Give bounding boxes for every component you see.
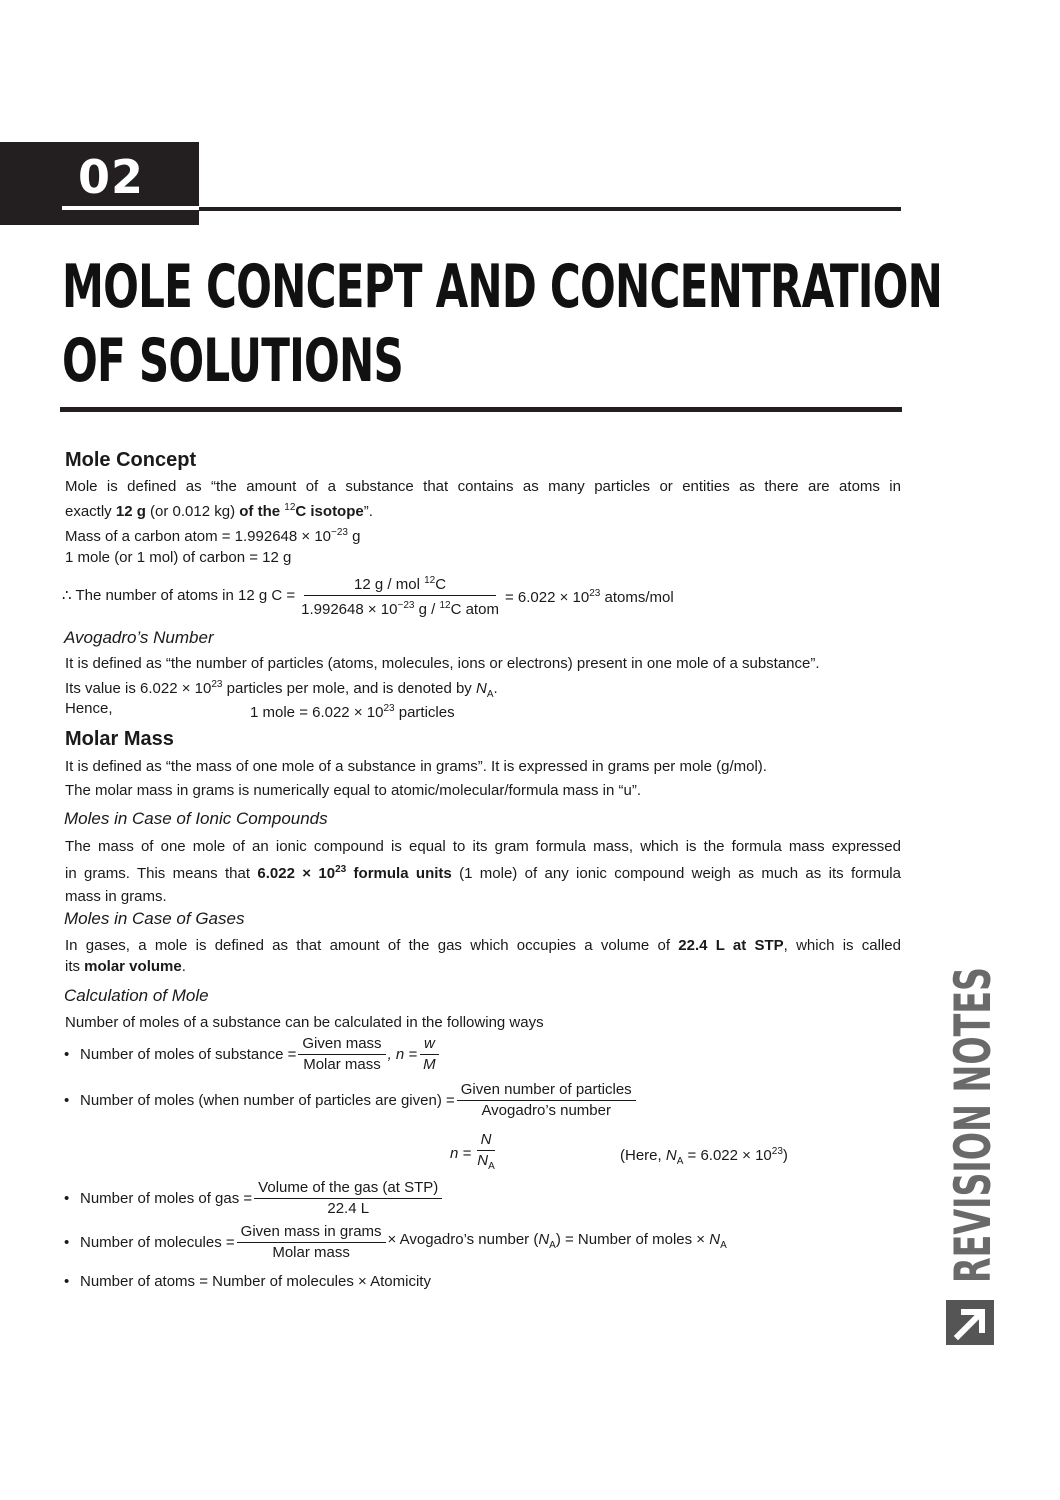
- atoms-fraction: $\frac{12 g / mol ^{12}C}{1.992648 \times 10^{-23} g / ^{12}C atom}$: [297, 571, 503, 620]
- mole-definition: [65, 476, 901, 522]
- molar-mass-line-2: The molar mass in grams is numerically equal to atomic/molecular/formula mass in “u”.: [65, 782, 642, 799]
- avogadro-line-1: It is defined as “the number of particles (atoms, molecules, ions or electrons) present in one mole of a substance”.: [65, 655, 820, 672]
- ionic-line-2: in grams. This means that $6.022 \times 10^{23}$ formula units (1 mole) of any ionic compound weigh as much as its formula: [65, 864, 901, 882]
- heading-ionic-compounds: Moles in Case of Ionic Compounds: [64, 809, 328, 828]
- heading-molar-mass: Molar Mass: [65, 728, 174, 750]
- gases-line-1: In gases, a mole is defined as that amount of the gas which occupies a volume of 22.4 L at STP, which is called: [65, 937, 901, 954]
- calculation-intro: Number of moles of a substance can be calculated in the following ways: [65, 1014, 544, 1031]
- mole-definition-line-1: Mole is defined as “the amount of a substance that contains as many particles or entities as there are atoms in: [65, 478, 901, 495]
- bullet-moles-particles: • Number of moles (when number of particles are given) = $\frac{\text{Given number of particles}}{\text{Avogadro’s number}}$: [64, 1080, 638, 1121]
- chapter-title-line-2: OF SOLUTIONS: [62, 326, 404, 396]
- mole-definition-line-2: exactly 12 g (or 0.012 kg) of the $^{12}$C isotope”.: [65, 502, 373, 520]
- bullet-number-of-molecules: • Number of molecules = $\frac{\text{Given mass in grams}}{\text{Molar mass}}$ × Avogadro’s number $(N_A)$ = Number of moles × $N_A$: [64, 1223, 727, 1261]
- hence-label: Hence,: [65, 700, 113, 717]
- avogadro-line-2: Its value is $6.022 \times 10^{23}$ particles per mole, and is denoted by $N_A$.: [65, 679, 498, 700]
- chapter-title-line-1: MOLE CONCEPT AND CONCENTRATION: [62, 252, 943, 322]
- gases-text: [65, 935, 901, 977]
- revision-notes-label: [944, 808, 1002, 1285]
- chapter-number: 02: [78, 150, 145, 204]
- revision-notes-tab: [944, 808, 1002, 1345]
- chapter-title: [62, 250, 943, 398]
- avogadro-value-note: (Here, $N_A = 6.022 \times 10^{23}$): [620, 1146, 788, 1167]
- gases-line-2: its molar volume.: [65, 958, 186, 975]
- mass-carbon-atom: Mass of a carbon atom = $1.992648 \times 10^{-23}$ g: [65, 527, 361, 545]
- title-rule: [60, 407, 902, 412]
- chapter-number-underline: [62, 206, 199, 210]
- one-mole-particles: 1 mole = $6.022 \times 10^{23}$ particles: [250, 703, 455, 721]
- bullet-number-of-atoms: • Number of atoms = Number of molecules × Atomicity: [64, 1273, 431, 1290]
- heading-calculation-of-mole: Calculation of Mole: [64, 986, 209, 1005]
- ionic-text: [65, 835, 901, 908]
- heading-mole-concept: Mole Concept: [65, 449, 197, 471]
- atoms-in-12g-equation: ∴ The number of atoms in 12 g C = $\frac{12 g / mol ^{12}C}{1.992648 \times 10^{-23} g / ^{12}C atom}$ = $6.022 \times 10^{23}$ atoms/mol: [62, 571, 674, 620]
- heading-avogadro-number: Avogadro’s Number: [64, 628, 214, 647]
- heading-gases: Moles in Case of Gases: [64, 909, 245, 928]
- ionic-line-1: The mass of one mole of an ionic compound is equal to its gram formula mass, which is the formula mass expressed: [65, 838, 901, 855]
- arrow-up-right-icon: [946, 1300, 994, 1345]
- arrow-box: [946, 1300, 994, 1345]
- header-rule: [199, 207, 901, 211]
- avogadro-definition: [65, 653, 905, 705]
- ionic-line-3: mass in grams.: [65, 888, 167, 905]
- n-equals-n-over-na: n = $\frac{N}{N_A}$: [450, 1131, 495, 1172]
- bullet-moles-of-gas: • Number of moles of gas = $\frac{\text{Volume of the gas (at STP)}}{22.4 L}$: [64, 1178, 444, 1219]
- svg-text:REVISION NOTES: REVISION NOTES: [944, 808, 1002, 1283]
- bullet-moles-of-substance: • Number of moles of substance = $\frac{\text{Given mass}}{\text{Molar mass}}$ , n = $\frac{w}{M}$: [64, 1034, 442, 1075]
- one-mole-carbon: 1 mole (or 1 mol) of carbon = 12 g: [65, 549, 292, 566]
- molar-mass-line-1: It is defined as “the mass of one mole of a substance in grams”. It is expressed in grams per mole (g/mol).: [65, 758, 767, 775]
